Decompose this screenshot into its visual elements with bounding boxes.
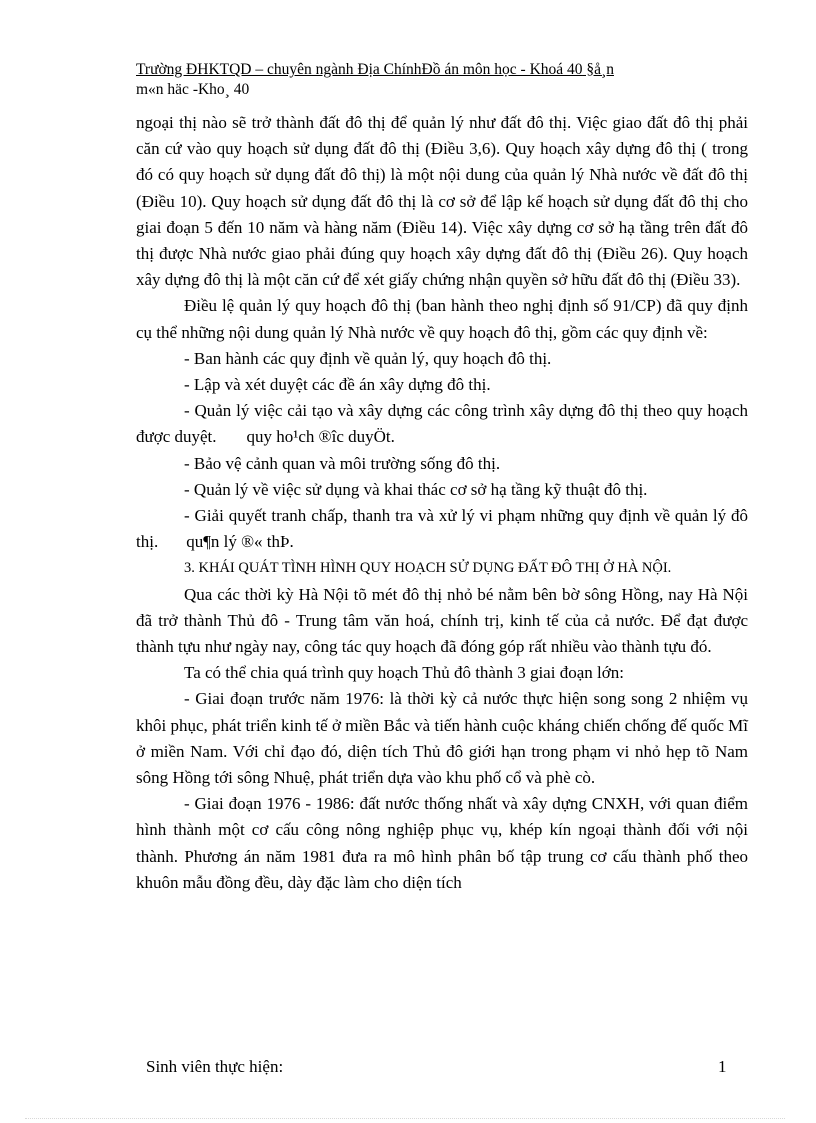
footer-author-label: Sinh viên thực hiện: <box>146 1057 284 1076</box>
page-header <box>136 60 776 100</box>
header-garbled-suffix: §å¸n <box>582 61 614 78</box>
section-heading: 3. KHÁI QUÁT TÌNH HÌNH QUY HOẠCH SỬ DỤNG ĐẤT ĐÔ THỊ Ở HÀ NỘI. <box>184 560 672 577</box>
header-line-2: m«n häc -Kho¸ 40 <box>136 81 250 98</box>
paragraph: Ta có thể chia quá trình quy hoạch Thủ đô thành 3 giai đoạn lớn: <box>184 663 624 683</box>
garbled-text: qu¶n lý ®« thÞ. <box>186 532 294 552</box>
list-item-text: - Quản lý việc cải tạo và xây dựng các công trình xây dựng đô thị theo quy hoạch được duyệt. <box>136 401 748 447</box>
list-item <box>136 503 748 555</box>
paragraph: - Giai đoạn 1976 - 1986: đất nước thống nhất và xây dựng CNXH, với quan điểm hình thành một cơ cấu công nông nghiệp phục vụ, khép kín ngoại thành đối với nội thành. Phương án năm 1981 đưa ra mô hình phân bố tập trung cơ cấu thành phố theo khuôn mẫu đồng đều, dày đặc làm cho diện tích <box>136 794 748 892</box>
list-item-text: - Giải quyết tranh chấp, thanh tra và xử lý vi phạm những quy định về quản lý đô thị. <box>136 506 748 552</box>
paragraph: Điều lệ quản lý quy hoạch đô thị (ban hành theo nghị định số 91/CP) đã quy định cụ thể những nội dung quản lý Nhà nước về quy hoạch đô thị, gồm các quy định về: <box>136 296 748 342</box>
header-title: Trường ĐHKTQD – chuyên ngành Địa ChínhĐồ án môn học - Khoá 40 <box>136 61 583 78</box>
page-number: 1 <box>718 1057 727 1076</box>
paragraph: Qua các thời kỳ Hà Nội tõ mét đô thị nhỏ bé nằm bên bờ sông Hồng, nay Hà Nội đã trở thành Thủ đô - Trung tâm văn hoá, chính trị, kinh tế của cả nước. Để đạt được thành tựu như ngày nay, công tác quy hoạch đã đóng góp rất nhiều vào thành tựu đó. <box>136 584 748 657</box>
garbled-text: quy ho¹ch ®îc duyÖt. <box>246 427 395 447</box>
header-line-1 <box>136 60 776 80</box>
list-item: - Ban hành các quy định về quản lý, quy hoạch đô thị. <box>184 348 552 368</box>
list-item: - Bảo vệ cảnh quan và môi trường sống đô thị. <box>184 453 501 473</box>
list-item: - Quản lý về việc sử dụng và khai thác cơ sở hạ tầng kỹ thuật đô thị. <box>184 479 648 499</box>
paragraph: - Giai đoạn trước năm 1976: là thời kỳ cả nước thực hiện song song 2 nhiệm vụ khôi phục, phát triển kinh tế ở miền Bắc và tiến hành cuộc kháng chiến chống đế quốc Mĩ ở miền Nam. Với chỉ đạo đó, diện tích Thủ đô giới hạn trong phạm vi nhỏ hẹp tõ Nam sông Hồng tới sông Nhuệ, phát triển dựa vào khu phố cổ và phè cò. <box>136 689 748 788</box>
list-item <box>136 398 748 450</box>
paragraph: ngoại thị nào sẽ trở thành đất đô thị để quản lý như đất đô thị. Việc giao đất đô thị phải căn cứ vào quy hoạch sử dụng đất đô thị (Điều 3,6). Quy hoạch xây dựng đô thị ( trong đó có quy hoạch sử dụng đất đô thị) là một nội dung của quản lý Nhà nước về đất đô thị (Điều 10). Quy hoạch sử dụng đất đô thị là cơ sở để lập kế hoạch sử dụng đất đô thị cho giai đoạn 5 đến 10 năm và hàng năm (Điều 14). Việc xây dựng cơ sở hạ tầng trên đất đô thị được Nhà nước giao phải đúng quy hoạch xây dựng đất đô thị (Điều 26). Quy hoạch xây dựng đô thị là một căn cứ để xét giấy chứng nhận quyền sở hữu đất đô thị (Điều 33). <box>136 113 748 290</box>
document-body <box>136 110 748 896</box>
page-bottom-border <box>25 1118 785 1119</box>
list-item: - Lập và xét duyệt các đề án xây dựng đô thị. <box>184 375 491 395</box>
